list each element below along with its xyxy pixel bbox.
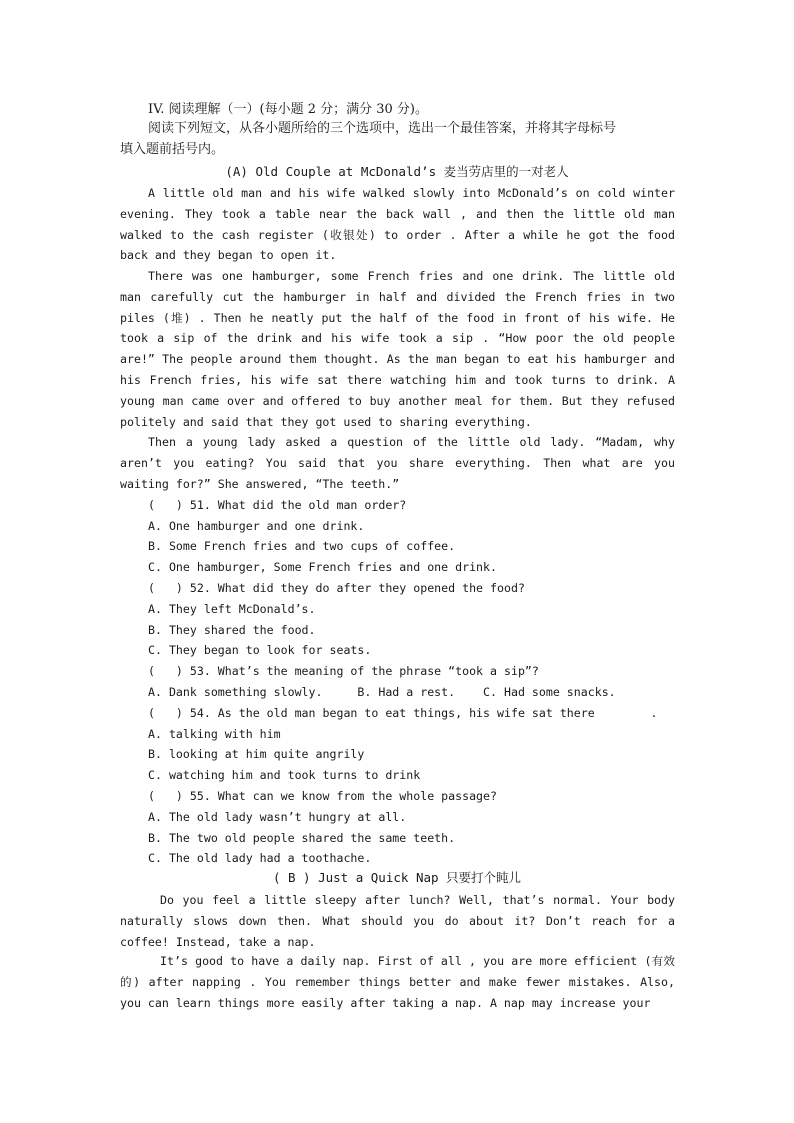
question-52-option-b: B. They shared the food.	[148, 623, 316, 637]
question-54-option-a: A. talking with him	[148, 727, 281, 741]
question-52: ( ) 52. What did they do after they opened the food?	[148, 581, 525, 595]
question-51-option-c: C. One hamburger, Some French fries and one drink.	[148, 560, 498, 574]
instruction-line-1: 阅读下列短文，从各小题所给的三个选项中，选出一个最佳答案，并将其字母标号	[148, 121, 617, 136]
question-51: ( ) 51. What did the old man order?	[148, 498, 407, 512]
question-55-option-b: B. The two old people shared the same teeth.	[148, 831, 456, 845]
passage-b-title: ( B ) Just a Quick Nap 只要打个盹儿	[272, 870, 522, 885]
instruction-line-2: 填入题前括号内。	[120, 142, 225, 157]
question-52-option-a: A. They left McDonald’s.	[148, 602, 316, 616]
question-55-option-c: C. The old lady had a toothache.	[148, 851, 372, 865]
question-53: ( ) 53. What’s the meaning of the phrase “took a sip”?	[148, 664, 539, 678]
passage-b-paragraph-2: It’s good to have a daily nap. First of all , you are more efficient (有效的) after napping . You remember things better and make fewer mistakes. Also, you can learn things more easily after taking a nap. A nap may increase your	[120, 954, 675, 1010]
question-52-option-c: C. They began to look for seats.	[148, 643, 372, 657]
passage-a-title: (A) Old Couple at McDonald’s 麦当劳店里的一对老人	[225, 164, 569, 179]
question-55-option-a: A. The old lady wasn’t hungry at all.	[148, 810, 407, 824]
question-51-option-a: A. One hamburger and one drink.	[148, 519, 365, 533]
question-55: ( ) 55. What can we know from the whole passage?	[148, 789, 498, 803]
question-54: ( ) 54. As the old man began to eat things, his wife sat there .	[148, 706, 658, 720]
question-51-option-b: B. Some French fries and two cups of coffee.	[148, 539, 456, 553]
question-54-option-b: B. looking at him quite angrily	[148, 747, 365, 761]
question-53-options: A. Dank something slowly. B. Had a rest. C. Had some snacks.	[148, 685, 616, 699]
passage-a-paragraph-3: Then a young lady asked a question of the little old lady. “Madam, why aren’t you eating? You said that you share everything. Then what are you waiting for?” She answered, “The teeth.”	[120, 435, 675, 491]
passage-a-paragraph-1: A little old man and his wife walked slowly into McDonald’s on cold winter evening. They took a table near the back wall , and then the little old man walked to the cash register (收银处) to order . After a while he got the food back and they began to open it.	[120, 186, 675, 263]
passage-b-paragraph-1: Do you feel a little sleepy after lunch? Well, that’s normal. Your body naturally slows down then. What should you do about it? Don’t reach for a coffee! Instead, take a nap.	[120, 893, 675, 949]
section-heading: IV. 阅读理解（一）(每小题 2 分；满分 30 分)。	[148, 102, 429, 117]
passage-a-paragraph-2: There was one hamburger, some French fries and one drink. The little old man carefully cut the hamburger in half and divided the French fries in two piles (堆) . Then he neatly put the half of the food in front of his wife. He took a sip of the drink and his wife took a sip . “How poor the old people are!” The people around them thought. As the man began to eat his hamburger and his French fries, his wife sat there watching him and took turns to drink. A young man came over and offered to buy another meal for them. But they refused politely and said that they got used to sharing everything.	[120, 269, 675, 429]
question-54-option-c: C. watching him and took turns to drink	[148, 768, 421, 782]
